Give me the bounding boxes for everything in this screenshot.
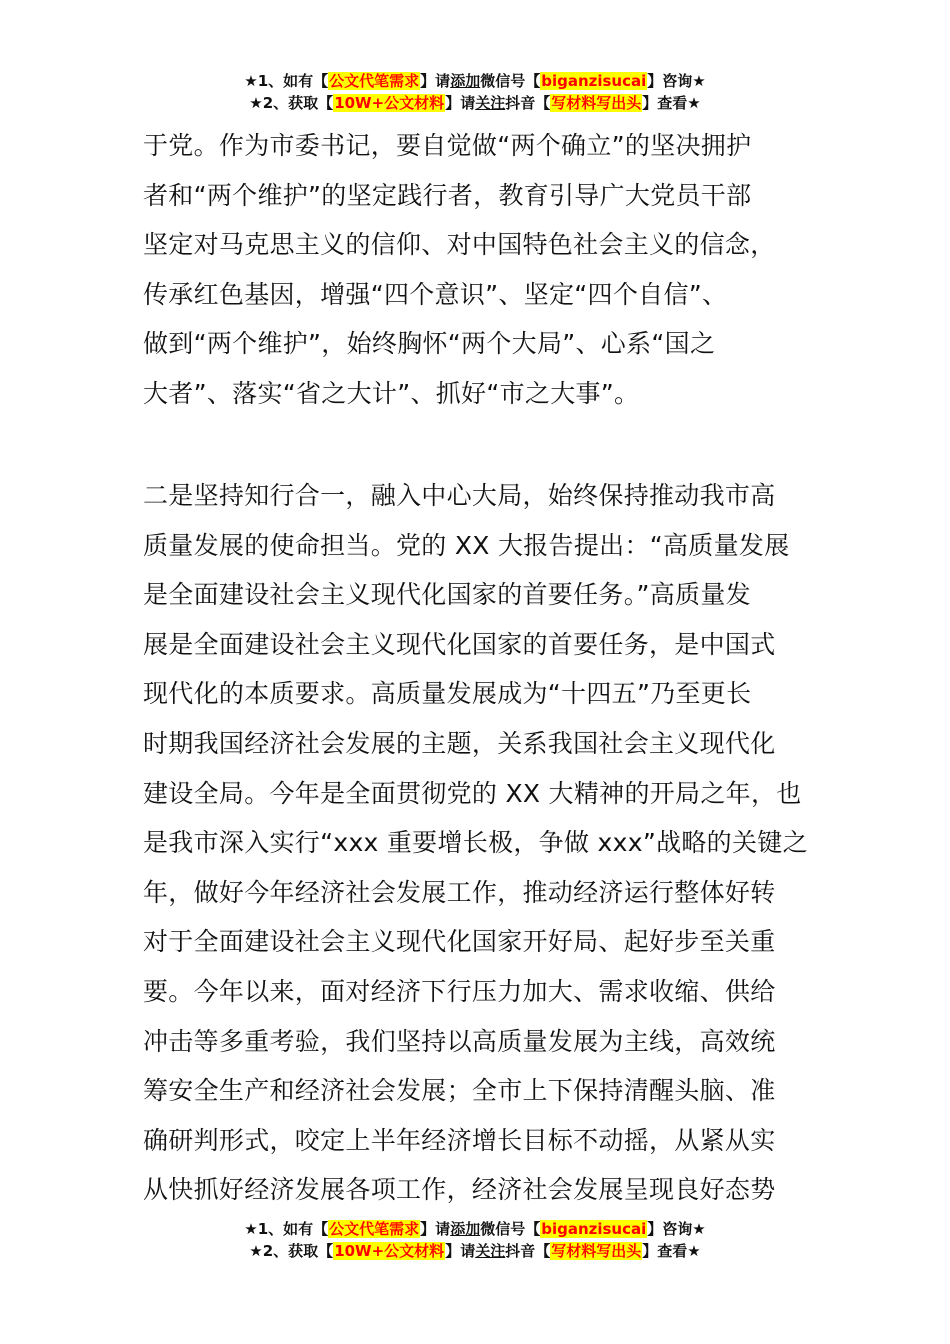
text-line: 确研判形式，咬定上半年经济增长目标不动摇，从紧从实 bbox=[143, 1125, 776, 1155]
text-line: 筹安全生产和经济社会发展；全市上下保持清醒头脑、准 bbox=[143, 1076, 776, 1106]
footer-banner-line-2 bbox=[0, 1240, 950, 1262]
paragraph-2 bbox=[143, 471, 813, 1215]
header-banner bbox=[0, 70, 950, 114]
banner-text: 微信号【 bbox=[480, 1220, 541, 1238]
banner-text: 抖音【 bbox=[505, 94, 551, 112]
text-line: 做到“两个维护”，始终胸怀“两个大局”、心系“国之 bbox=[143, 329, 716, 359]
text-line: 年，做好今年经济社会发展工作，推动经济运行整体好转 bbox=[143, 877, 776, 907]
text-line: 者和“两个维护”的坚定践行者，教育引导广大党员干部 bbox=[143, 180, 752, 210]
text-line: 于党。作为市委书记，要自觉做“两个确立”的坚决拥护 bbox=[143, 131, 752, 160]
highlight-wechat-id: biganzisucai bbox=[541, 72, 647, 90]
paragraph-1 bbox=[143, 121, 813, 419]
banner-text: ★1、如有【 bbox=[244, 72, 329, 90]
banner-text: ★2、获取【 bbox=[249, 1242, 334, 1260]
banner-text: 抖音【 bbox=[505, 1242, 551, 1260]
text-line: 是我市深入实行“xxx 重要增长极，争做 xxx”战略的关键之 bbox=[143, 828, 808, 858]
text-line: 要。今年以来，面对经济下行压力加大、需求收缩、供给 bbox=[143, 976, 776, 1006]
text-line: 从快抓好经济发展各项工作，经济社会发展呈现良好态势 bbox=[143, 1175, 776, 1205]
highlight-service: 公文代笔需求 bbox=[329, 72, 420, 90]
header-banner-line-2 bbox=[0, 92, 950, 114]
underlined-text: 关注 bbox=[475, 1242, 506, 1260]
text-line: 大者”、落实“省之大计”、抓好“市之大事”。 bbox=[143, 378, 640, 408]
banner-text: ★2、获取【 bbox=[249, 94, 334, 112]
footer-banner bbox=[0, 1218, 950, 1262]
banner-text: 】请 bbox=[445, 1242, 476, 1260]
highlight-douyin-account: 写材料写出头 bbox=[551, 1242, 642, 1260]
highlight-service: 公文代笔需求 bbox=[329, 1220, 420, 1238]
text-line: 坚定对马克思主义的信仰、对中国特色社会主义的信念， bbox=[143, 230, 776, 260]
highlight-douyin-account: 写材料写出头 bbox=[551, 94, 642, 112]
banner-text: 】请 bbox=[445, 94, 476, 112]
text-line: 对于全面建设社会主义现代化国家开好局、起好步至关重 bbox=[143, 927, 776, 957]
banner-text: ★1、如有【 bbox=[244, 1220, 329, 1238]
footer-banner-line-1 bbox=[0, 1218, 950, 1240]
highlight-materials: 10W+公文材料 bbox=[334, 1242, 445, 1260]
text-line: 是全面建设社会主义现代化国家的首要任务。”高质量发 bbox=[143, 580, 751, 610]
banner-text: 】咨询★ bbox=[647, 1220, 706, 1238]
text-line: 传承红色基因，增强“四个意识”、坚定“四个自信”、 bbox=[143, 279, 728, 309]
text-line: 现代化的本质要求。高质量发展成为“十四五”乃至更长 bbox=[143, 679, 752, 709]
text-line: 冲击等多重考验，我们坚持以高质量发展为主线，高效统 bbox=[143, 1026, 776, 1056]
text-line: 二是坚持知行合一，融入中心大局，始终保持推动我市高 bbox=[143, 481, 776, 510]
banner-text: 微信号【 bbox=[480, 72, 541, 90]
banner-text: 】查看★ bbox=[642, 94, 701, 112]
banner-text: 】请 bbox=[420, 1220, 451, 1238]
text-line: 时期我国经济社会发展的主题，关系我国社会主义现代化 bbox=[143, 728, 776, 758]
banner-text: 】咨询★ bbox=[647, 72, 706, 90]
banner-text: 】查看★ bbox=[642, 1242, 701, 1260]
text-line: 展是全面建设社会主义现代化国家的首要任务，是中国式 bbox=[143, 629, 776, 659]
text-line: 建设全局。今年是全面贯彻党的 XX 大精神的开局之年，也 bbox=[143, 778, 802, 808]
highlight-materials: 10W+公文材料 bbox=[334, 94, 445, 112]
highlight-wechat-id: biganzisucai bbox=[541, 1220, 647, 1238]
underlined-text: 添加 bbox=[450, 72, 481, 90]
text-line: 质量发展的使命担当。党的 XX 大报告提出：“高质量发展 bbox=[143, 530, 790, 560]
underlined-text: 关注 bbox=[475, 94, 506, 112]
header-banner-line-1 bbox=[0, 70, 950, 92]
underlined-text: 添加 bbox=[450, 1220, 481, 1238]
banner-text: 】请 bbox=[420, 72, 451, 90]
